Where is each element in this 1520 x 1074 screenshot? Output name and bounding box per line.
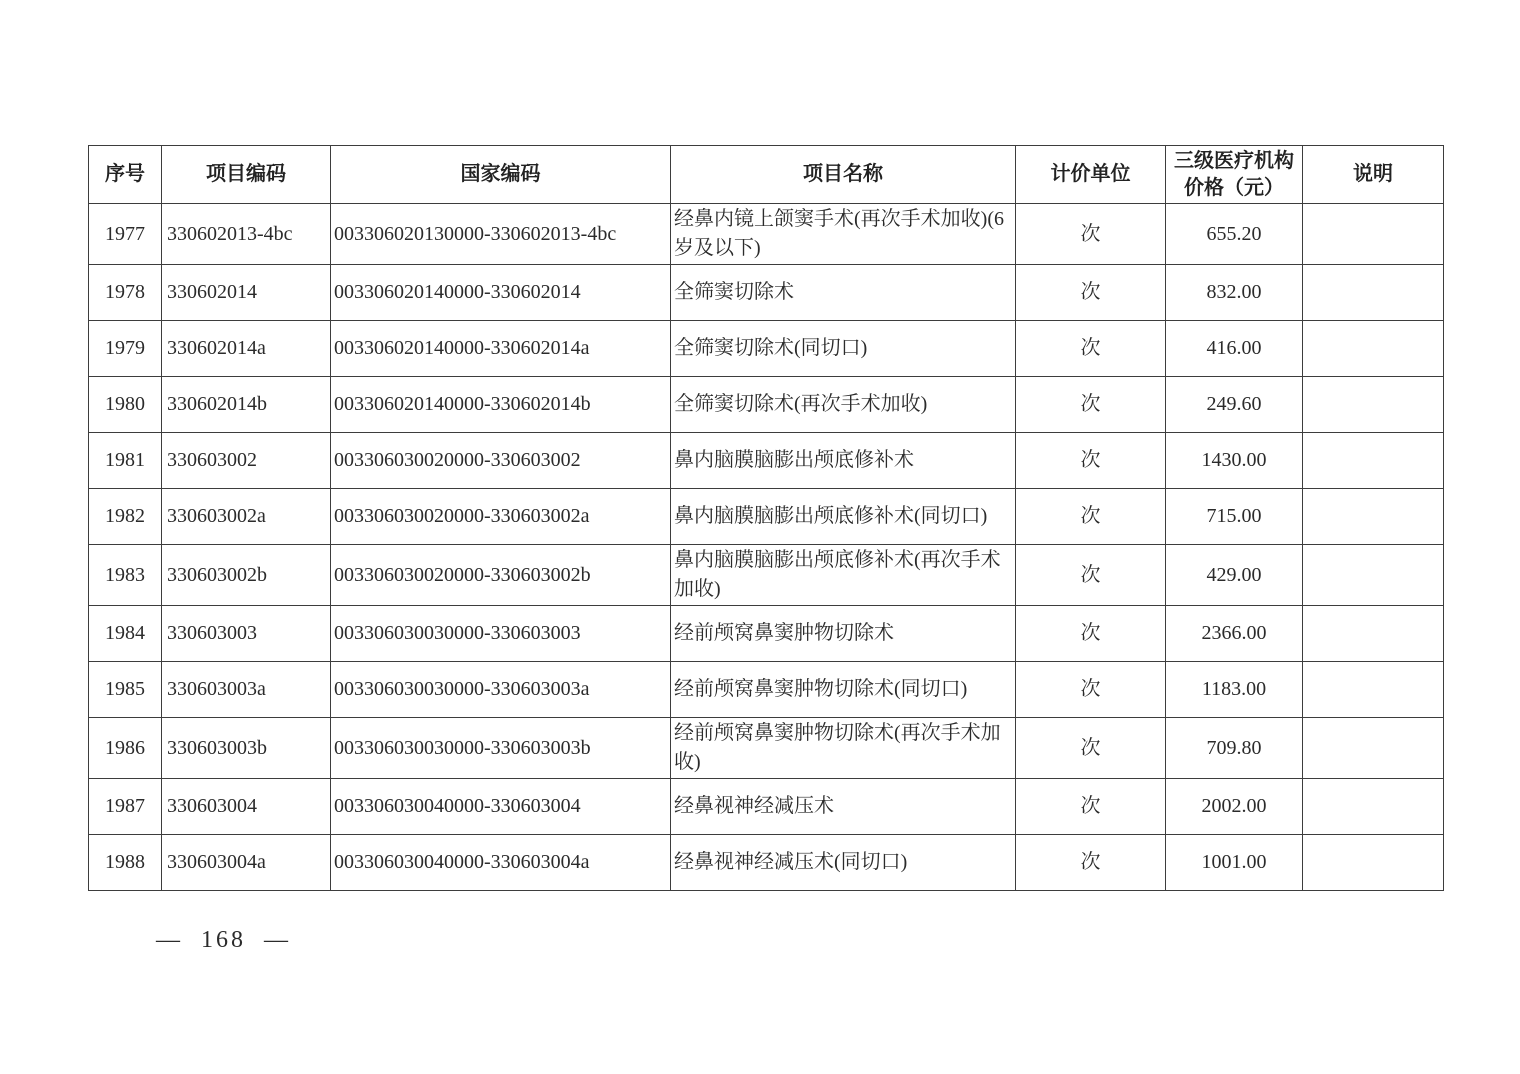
cell-unit: 次 — [1016, 662, 1166, 718]
table-row — [89, 835, 1444, 891]
cell-item-code: 330603003a — [162, 662, 331, 718]
cell-national-code: 003306020130000-330602013-4bc — [331, 204, 671, 265]
cell-item-name: 经鼻视神经减压术 — [671, 779, 1016, 835]
cell-item-code: 330603004a — [162, 835, 331, 891]
header-note: 说明 — [1303, 146, 1444, 204]
cell-national-code: 003306020140000-330602014 — [331, 265, 671, 321]
cell-item-code: 330603002a — [162, 489, 331, 545]
cell-note — [1303, 204, 1444, 265]
header-unit: 计价单位 — [1016, 146, 1166, 204]
cell-index: 1980 — [89, 377, 162, 433]
cell-index: 1988 — [89, 835, 162, 891]
table-row — [89, 204, 1444, 265]
header-index: 序号 — [89, 146, 162, 204]
table-row — [89, 545, 1444, 606]
cell-index: 1983 — [89, 545, 162, 606]
cell-price: 416.00 — [1166, 321, 1303, 377]
cell-note — [1303, 433, 1444, 489]
cell-item-name: 鼻内脑膜脑膨出颅底修补术(再次手术加收) — [671, 545, 1016, 606]
cell-note — [1303, 718, 1444, 779]
header-price: 三级医疗机构价格（元） — [1166, 146, 1303, 204]
table-row — [89, 779, 1444, 835]
header-item-name: 项目名称 — [671, 146, 1016, 204]
cell-index: 1978 — [89, 265, 162, 321]
cell-index: 1982 — [89, 489, 162, 545]
cell-national-code: 003306030030000-330603003 — [331, 606, 671, 662]
cell-unit: 次 — [1016, 779, 1166, 835]
table-body — [89, 204, 1444, 891]
cell-unit: 次 — [1016, 321, 1166, 377]
table-row — [89, 321, 1444, 377]
cell-unit: 次 — [1016, 377, 1166, 433]
cell-national-code: 003306020140000-330602014b — [331, 377, 671, 433]
cell-national-code: 003306030020000-330603002a — [331, 489, 671, 545]
cell-item-code: 330603002 — [162, 433, 331, 489]
cell-price: 655.20 — [1166, 204, 1303, 265]
table-row — [89, 265, 1444, 321]
cell-national-code: 003306030030000-330603003b — [331, 718, 671, 779]
cell-note — [1303, 265, 1444, 321]
cell-item-name: 全筛窦切除术(再次手术加收) — [671, 377, 1016, 433]
cell-price: 249.60 — [1166, 377, 1303, 433]
cell-price: 2366.00 — [1166, 606, 1303, 662]
cell-index: 1979 — [89, 321, 162, 377]
cell-national-code: 003306030020000-330603002b — [331, 545, 671, 606]
header-row — [89, 146, 1444, 204]
cell-unit: 次 — [1016, 835, 1166, 891]
cell-national-code: 003306030040000-330603004 — [331, 779, 671, 835]
cell-price: 715.00 — [1166, 489, 1303, 545]
price-table — [88, 145, 1444, 891]
table-row — [89, 489, 1444, 545]
cell-item-name: 经前颅窝鼻窦肿物切除术(同切口) — [671, 662, 1016, 718]
cell-price: 429.00 — [1166, 545, 1303, 606]
table-row — [89, 377, 1444, 433]
cell-index: 1984 — [89, 606, 162, 662]
cell-index: 1987 — [89, 779, 162, 835]
cell-note — [1303, 377, 1444, 433]
cell-index: 1981 — [89, 433, 162, 489]
cell-national-code: 003306030040000-330603004a — [331, 835, 671, 891]
cell-note — [1303, 545, 1444, 606]
cell-item-code: 330602014a — [162, 321, 331, 377]
cell-item-code: 330603003b — [162, 718, 331, 779]
cell-note — [1303, 662, 1444, 718]
cell-national-code: 003306030030000-330603003a — [331, 662, 671, 718]
table-row — [89, 662, 1444, 718]
cell-item-name: 全筛窦切除术 — [671, 265, 1016, 321]
cell-national-code: 003306030020000-330603002 — [331, 433, 671, 489]
table-row — [89, 433, 1444, 489]
cell-unit: 次 — [1016, 265, 1166, 321]
cell-unit: 次 — [1016, 433, 1166, 489]
cell-item-name: 经前颅窝鼻窦肿物切除术(再次手术加收) — [671, 718, 1016, 779]
cell-unit: 次 — [1016, 489, 1166, 545]
header-national-code: 国家编码 — [331, 146, 671, 204]
cell-note — [1303, 779, 1444, 835]
cell-index: 1986 — [89, 718, 162, 779]
cell-index: 1977 — [89, 204, 162, 265]
cell-price: 1430.00 — [1166, 433, 1303, 489]
cell-price: 2002.00 — [1166, 779, 1303, 835]
cell-item-name: 经鼻内镜上颌窦手术(再次手术加收)(6岁及以下) — [671, 204, 1016, 265]
cell-item-name: 全筛窦切除术(同切口) — [671, 321, 1016, 377]
cell-item-code: 330603003 — [162, 606, 331, 662]
cell-item-name: 经鼻视神经减压术(同切口) — [671, 835, 1016, 891]
table-header — [89, 146, 1444, 204]
cell-item-code: 330602013-4bc — [162, 204, 331, 265]
cell-item-code: 330603002b — [162, 545, 331, 606]
cell-index: 1985 — [89, 662, 162, 718]
cell-price: 1001.00 — [1166, 835, 1303, 891]
cell-note — [1303, 489, 1444, 545]
cell-item-code: 330603004 — [162, 779, 331, 835]
cell-national-code: 003306020140000-330602014a — [331, 321, 671, 377]
page-number: — 168 — — [156, 927, 291, 953]
cell-unit: 次 — [1016, 204, 1166, 265]
cell-item-code: 330602014b — [162, 377, 331, 433]
cell-unit: 次 — [1016, 606, 1166, 662]
cell-item-name: 鼻内脑膜脑膨出颅底修补术(同切口) — [671, 489, 1016, 545]
cell-note — [1303, 321, 1444, 377]
cell-price: 832.00 — [1166, 265, 1303, 321]
cell-unit: 次 — [1016, 718, 1166, 779]
cell-price: 1183.00 — [1166, 662, 1303, 718]
table-row — [89, 718, 1444, 779]
cell-item-name: 鼻内脑膜脑膨出颅底修补术 — [671, 433, 1016, 489]
cell-note — [1303, 835, 1444, 891]
cell-note — [1303, 606, 1444, 662]
table-row — [89, 606, 1444, 662]
cell-unit: 次 — [1016, 545, 1166, 606]
cell-item-name: 经前颅窝鼻窦肿物切除术 — [671, 606, 1016, 662]
cell-price: 709.80 — [1166, 718, 1303, 779]
cell-item-code: 330602014 — [162, 265, 331, 321]
header-item-code: 项目编码 — [162, 146, 331, 204]
